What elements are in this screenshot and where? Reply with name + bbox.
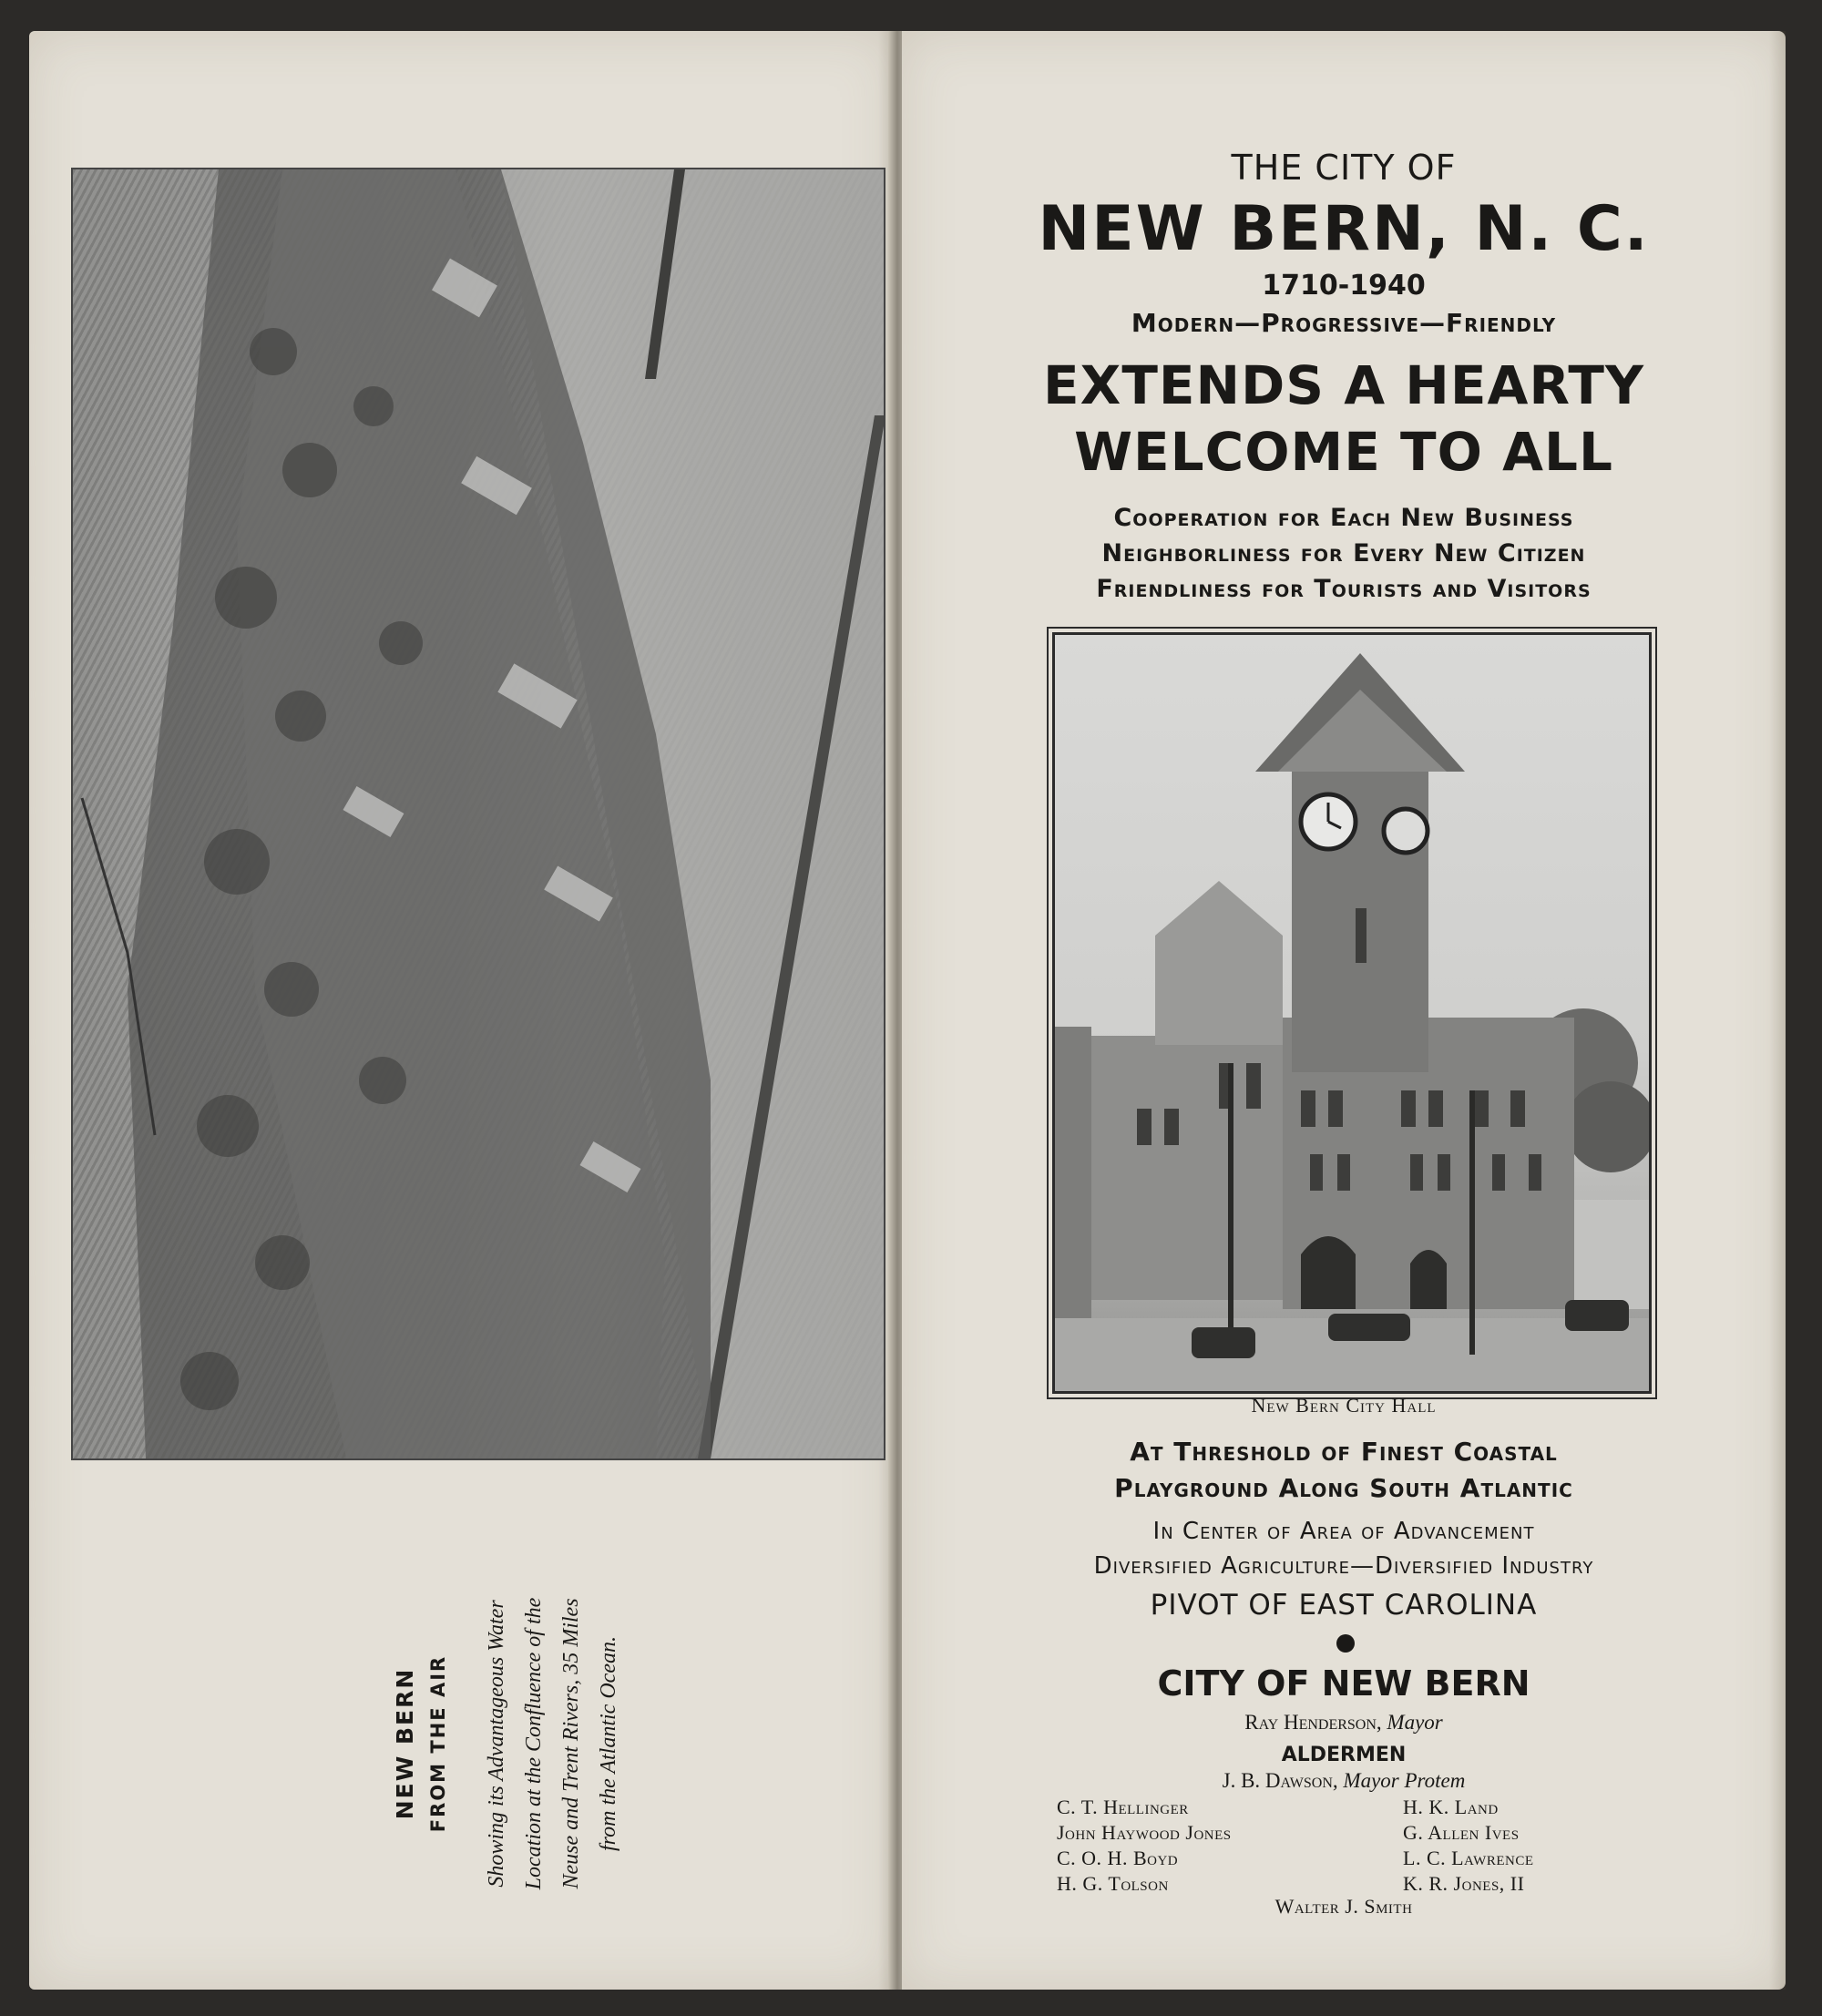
title-years: 1710-1940 [1262,270,1426,302]
promise-line: Neighborliness for Every New Citizen [1101,539,1586,568]
city-hall-photo [1052,632,1652,1394]
area-line1: In Center of Area of Advancement [1152,1518,1535,1545]
alderman-name: John Haywood Jones [1057,1821,1232,1844]
alderman-name: K. R. Jones, II [1403,1872,1525,1895]
mayor-name: Ray Henderson, [1244,1711,1382,1734]
promise-line: Friendliness for Tourists and Visitors [1096,575,1592,603]
caption-heading-line2: FROM THE AIR [427,1654,449,1833]
promises-list [902,500,1786,607]
alderman-name: L. C. Lawrence [1403,1847,1534,1869]
city-heading: CITY OF NEW BERN [1157,1663,1530,1704]
alderman-name: G. Allen Ives [1403,1821,1520,1844]
mayor-title: Mayor [1387,1711,1443,1734]
bullet-dot [1336,1634,1355,1653]
caption-body-line: from the Atlantic Ocean. [597,1636,620,1851]
aldermen-column-left [1057,1795,1232,1897]
alderman-name: C. O. H. Boyd [1057,1847,1179,1869]
area-text [902,1514,1786,1583]
protem-name: J. B. Dawson, [1222,1769,1338,1792]
protem-line [902,1769,1786,1793]
caption-body-line: Neuse and Trent Rivers, 35 Miles [559,1598,583,1889]
threshold-text [902,1434,1786,1507]
threshold-line1: At Threshold of Finest Coastal [1130,1437,1558,1467]
aerial-photo-drawing [73,169,884,1458]
pivot-text: PIVOT OF EAST CAROLINA [1150,1589,1538,1622]
left-page [29,31,895,1990]
mayor-line [902,1711,1786,1735]
welcome-line2: WELCOME TO ALL [1074,421,1613,483]
city-hall-drawing [1055,635,1649,1391]
alderman-name: H. G. Tolson [1057,1872,1169,1895]
protem-title: Mayor Protem [1343,1769,1466,1792]
area-line2: Diversified Agriculture—Diversified Industry [1093,1552,1594,1580]
caption-body-line: Showing its Advantageous Water [485,1600,508,1888]
alderman-name: H. K. Land [1403,1796,1499,1818]
city-hall-caption: New Bern City Hall [1251,1394,1437,1417]
aerial-photo-caption [389,1525,899,1962]
threshold-line2: Playground Along South Atlantic [1114,1473,1573,1503]
title-city-of: THE CITY OF [1231,148,1457,188]
alderman-name: C. T. Hellinger [1057,1796,1189,1818]
promise-line: Cooperation for Each New Business [1113,504,1574,532]
aldermen-heading: ALDERMEN [1281,1744,1407,1766]
alderman-last: Walter J. Smith [1274,1895,1413,1918]
aldermen-column-right [1403,1795,1534,1897]
page-edge-shadow [1769,31,1786,1990]
aerial-photo [71,168,885,1460]
caption-heading-line1: NEW BERN [392,1667,418,1820]
right-page [902,31,1786,1990]
welcome-line1: EXTENDS A HEARTY [1043,354,1644,416]
caption-body-line: Location at the Confluence of the [522,1597,546,1890]
title-city-name: NEW BERN, N. C. [1038,193,1650,265]
motto: Modern—Progressive—Friendly [1131,308,1557,338]
